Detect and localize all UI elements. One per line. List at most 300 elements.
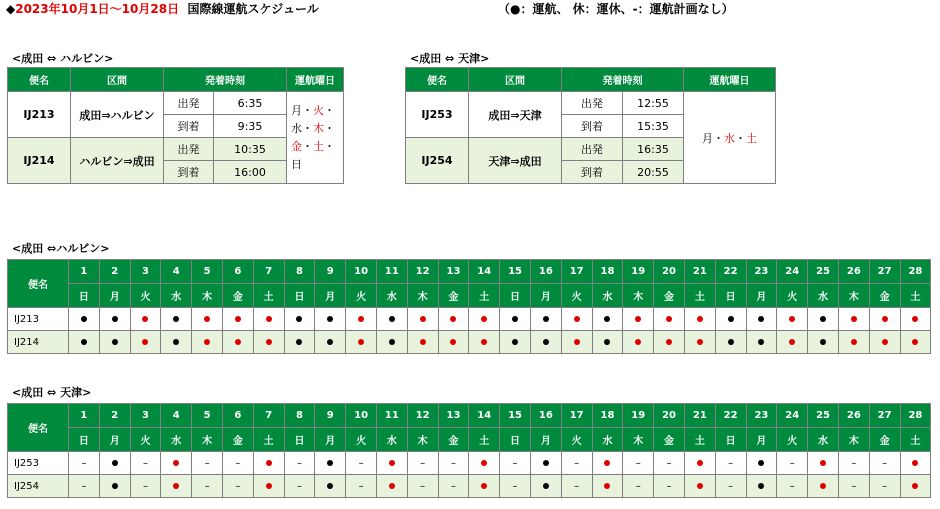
operating-dot-icon (543, 460, 549, 466)
no-plan-dash: – (358, 457, 364, 469)
status-cell (315, 331, 346, 354)
status-cell (561, 331, 592, 354)
weekday-header: 土 (684, 284, 715, 308)
status-cell (592, 308, 623, 331)
status-cell (469, 475, 500, 498)
weekday-header: 木 (838, 284, 869, 308)
flight-number: IJ254 (406, 138, 469, 184)
date-header: 15 (500, 260, 531, 284)
flight-route: 天津⇒成田 (469, 138, 562, 184)
weekday-header: 火 (346, 428, 377, 452)
operating-dot-red-icon (851, 339, 857, 345)
status-cell (130, 308, 161, 331)
operating-dot-red-icon (266, 339, 272, 345)
flight-number: IJ213 (8, 92, 71, 138)
operating-dot-red-icon (481, 339, 487, 345)
weekday-header: 月 (530, 284, 561, 308)
calendar-table-tianjin (7, 403, 931, 498)
arrival-label: 到着 (562, 161, 623, 184)
weekday-header: 月 (99, 284, 130, 308)
no-plan-dash: – (512, 457, 518, 469)
operating-dot-red-icon (389, 460, 395, 466)
operating-dot-icon (112, 339, 118, 345)
date-header: 1 (69, 260, 100, 284)
date-header: 6 (222, 404, 253, 428)
operating-dot-red-icon (912, 316, 918, 322)
arrival-label: 到着 (164, 115, 214, 138)
operating-dot-red-icon (235, 316, 241, 322)
status-cell (838, 475, 869, 498)
no-plan-dash: – (81, 480, 87, 492)
header-times: 発着時刻 (164, 68, 287, 92)
operating-dot-icon (758, 339, 764, 345)
operating-dot-icon (758, 483, 764, 489)
weekday-char: ・ (735, 131, 746, 145)
header-flight: 便名 (406, 68, 469, 92)
status-cell (438, 331, 469, 354)
status-cell (900, 308, 931, 331)
no-plan-dash: – (142, 480, 148, 492)
operating-dot-icon (327, 483, 333, 489)
operating-dot-red-icon (266, 316, 272, 322)
date-header: 14 (469, 260, 500, 284)
status-cell (808, 452, 839, 475)
operating-dot-icon (820, 339, 826, 345)
weekday-header: 日 (500, 284, 531, 308)
status-cell (654, 475, 685, 498)
weekday-header: 火 (130, 428, 161, 452)
operating-dot-red-icon (912, 339, 918, 345)
date-header: 16 (530, 260, 561, 284)
flight-number: IJ254 (8, 475, 69, 498)
weekday-header: 木 (192, 284, 223, 308)
arrival-time: 9:35 (214, 115, 287, 138)
status-cell (346, 452, 377, 475)
date-header: 7 (253, 404, 284, 428)
date-header: 3 (130, 404, 161, 428)
status-cell (746, 475, 777, 498)
departure-time: 16:35 (623, 138, 684, 161)
calendar-table-harbin (7, 259, 931, 354)
schedule-table-tianjin (405, 67, 776, 184)
operating-dot-red-icon (574, 316, 580, 322)
status-cell (222, 452, 253, 475)
operating-dot-icon (512, 316, 518, 322)
status-cell (838, 308, 869, 331)
operating-dot-red-icon (697, 339, 703, 345)
header-days: 運航曜日 (684, 68, 776, 92)
status-cell (684, 331, 715, 354)
operating-dot-red-icon (635, 316, 641, 322)
no-plan-dash: – (235, 457, 241, 469)
weekday-header: 土 (253, 428, 284, 452)
operating-dot-icon (81, 316, 87, 322)
status-cell (623, 475, 654, 498)
date-header: 21 (684, 260, 715, 284)
no-plan-dash: – (789, 480, 795, 492)
no-plan-dash: – (882, 480, 888, 492)
weekday-header: 月 (530, 428, 561, 452)
no-plan-dash: – (789, 457, 795, 469)
operating-dot-icon (112, 316, 118, 322)
no-plan-dash: – (142, 457, 148, 469)
weekday-header: 木 (407, 284, 438, 308)
flight-number: IJ253 (8, 452, 69, 475)
date-header: 1 (69, 404, 100, 428)
date-header: 12 (407, 260, 438, 284)
no-plan-dash: – (420, 457, 426, 469)
operating-dot-icon (296, 339, 302, 345)
operating-dot-icon (173, 316, 179, 322)
status-cell (69, 331, 100, 354)
status-cell (777, 308, 808, 331)
weekday-header: 土 (253, 284, 284, 308)
section-heading-tianjin: <成田 ⇔ 天津> (410, 52, 490, 65)
no-plan-dash: – (235, 480, 241, 492)
schedule-table-harbin (7, 67, 344, 184)
weekday-char: 木 (313, 121, 324, 135)
weekday-char: 水 (291, 121, 302, 135)
status-cell (253, 331, 284, 354)
status-cell (99, 331, 130, 354)
flight-number: IJ214 (8, 331, 69, 354)
status-cell (469, 452, 500, 475)
status-cell (654, 308, 685, 331)
date-header: 15 (500, 404, 531, 428)
weekday-header: 土 (469, 284, 500, 308)
weekday-header: 水 (376, 428, 407, 452)
date-header: 23 (746, 260, 777, 284)
title-text: 国際線運航スケジュール (187, 2, 319, 16)
operating-dot-red-icon (204, 339, 210, 345)
no-plan-dash: – (666, 480, 672, 492)
operating-dot-icon (543, 339, 549, 345)
operating-dot-icon (389, 339, 395, 345)
operating-dot-red-icon (142, 316, 148, 322)
page-title (6, 0, 319, 16)
weekday-char: 月 (702, 131, 713, 145)
no-plan-dash: – (882, 457, 888, 469)
flight-route: ハルビン⇒成田 (71, 138, 164, 184)
weekday-char: ・ (713, 131, 724, 145)
departure-time: 12:55 (623, 92, 684, 115)
status-cell (500, 475, 531, 498)
status-cell (69, 475, 100, 498)
section-heading-cal-tianjin: <成田 ⇔ 天津> (12, 386, 92, 399)
date-header: 2 (99, 260, 130, 284)
weekday-char: ・ (302, 103, 313, 117)
weekday-header: 火 (777, 284, 808, 308)
header-route: 区間 (469, 68, 562, 92)
weekday-header: 月 (315, 284, 346, 308)
departure-label: 出発 (164, 138, 214, 161)
date-header: 26 (838, 404, 869, 428)
weekday-header: 日 (69, 284, 100, 308)
operating-dot-red-icon (389, 483, 395, 489)
departure-time: 10:35 (214, 138, 287, 161)
status-cell (715, 475, 746, 498)
status-cell (808, 331, 839, 354)
no-plan-dash: – (420, 480, 426, 492)
weekday-header: 土 (900, 428, 931, 452)
header-flight: 便名 (8, 260, 69, 308)
operating-dot-red-icon (358, 339, 364, 345)
weekday-header: 金 (869, 428, 900, 452)
status-cell (346, 475, 377, 498)
no-plan-dash: – (635, 480, 641, 492)
operating-dot-icon (112, 483, 118, 489)
status-cell (684, 475, 715, 498)
status-cell (592, 475, 623, 498)
status-cell (284, 331, 315, 354)
status-cell (654, 452, 685, 475)
status-cell (592, 452, 623, 475)
weekday-header: 土 (684, 428, 715, 452)
operating-dot-icon (389, 316, 395, 322)
weekday-header: 水 (376, 284, 407, 308)
date-header: 10 (346, 260, 377, 284)
date-header: 13 (438, 404, 469, 428)
weekday-header: 金 (654, 284, 685, 308)
status-cell (192, 452, 223, 475)
date-header: 28 (900, 260, 931, 284)
weekday-header: 水 (161, 428, 192, 452)
operating-dot-icon (758, 316, 764, 322)
status-cell (684, 452, 715, 475)
status-cell (715, 331, 746, 354)
status-cell (284, 452, 315, 475)
departure-label: 出発 (562, 138, 623, 161)
weekday-header: 金 (222, 428, 253, 452)
flight-route: 成田⇒ハルビン (71, 92, 164, 138)
weekday-header: 火 (561, 284, 592, 308)
weekday-char: ・ (324, 121, 335, 135)
status-cell (469, 331, 500, 354)
date-header: 21 (684, 404, 715, 428)
arrival-label: 到着 (164, 161, 214, 184)
operating-dot-red-icon (789, 316, 795, 322)
status-cell (777, 475, 808, 498)
operating-dot-icon (604, 316, 610, 322)
header-flight: 便名 (8, 404, 69, 452)
weekday-header: 金 (654, 428, 685, 452)
weekday-header: 火 (561, 428, 592, 452)
status-cell (161, 331, 192, 354)
section-heading-harbin: <成田 ⇔ ハルビン> (12, 52, 114, 65)
operating-dot-red-icon (420, 316, 426, 322)
operating-dot-red-icon (204, 316, 210, 322)
no-plan-dash: – (296, 457, 302, 469)
weekday-char: ・ (324, 139, 335, 153)
table-row (8, 308, 931, 331)
operating-dot-icon (728, 316, 734, 322)
operating-dot-red-icon (912, 460, 918, 466)
status-cell (222, 308, 253, 331)
weekday-header: 水 (161, 284, 192, 308)
status-cell (99, 308, 130, 331)
date-header: 27 (869, 404, 900, 428)
status-cell (99, 475, 130, 498)
operating-days (684, 92, 776, 184)
flight-number: IJ214 (8, 138, 71, 184)
status-cell (315, 308, 346, 331)
status-cell (69, 308, 100, 331)
status-cell (407, 308, 438, 331)
date-header: 28 (900, 404, 931, 428)
status-cell (407, 475, 438, 498)
weekday-char: 金 (291, 139, 302, 153)
status-cell (161, 452, 192, 475)
status-cell (561, 308, 592, 331)
weekday-char: 水 (724, 131, 735, 145)
table-row (8, 475, 931, 498)
status-cell (130, 452, 161, 475)
status-cell (253, 475, 284, 498)
status-cell (530, 475, 561, 498)
date-header: 24 (777, 404, 808, 428)
operating-dot-red-icon (789, 339, 795, 345)
arrival-time: 20:55 (623, 161, 684, 184)
operating-dot-icon (728, 339, 734, 345)
operating-dot-red-icon (604, 460, 610, 466)
date-header: 23 (746, 404, 777, 428)
operating-dot-red-icon (358, 316, 364, 322)
weekday-header: 金 (869, 284, 900, 308)
no-plan-dash: – (574, 480, 580, 492)
operating-dot-red-icon (697, 316, 703, 322)
no-plan-dash: – (296, 480, 302, 492)
weekday-header: 水 (808, 284, 839, 308)
operating-dot-icon (327, 339, 333, 345)
operating-dot-red-icon (481, 460, 487, 466)
date-header: 18 (592, 404, 623, 428)
date-header: 18 (592, 260, 623, 284)
operating-dot-icon (820, 316, 826, 322)
weekday-header: 月 (746, 428, 777, 452)
status-cell (438, 475, 469, 498)
date-header: 22 (715, 260, 746, 284)
no-plan-dash: – (81, 457, 87, 469)
operating-days (287, 92, 344, 184)
status-cell (222, 475, 253, 498)
weekday-header: 日 (284, 284, 315, 308)
date-header: 4 (161, 260, 192, 284)
operating-dot-red-icon (481, 483, 487, 489)
operating-dot-red-icon (820, 460, 826, 466)
status-cell (746, 452, 777, 475)
status-cell (530, 331, 561, 354)
operating-dot-red-icon (481, 316, 487, 322)
status-cell (407, 452, 438, 475)
arrival-time: 16:00 (214, 161, 287, 184)
no-plan-dash: – (851, 457, 857, 469)
status-cell (746, 308, 777, 331)
status-cell (130, 331, 161, 354)
status-cell (746, 331, 777, 354)
departure-time: 6:35 (214, 92, 287, 115)
weekday-char: 火 (313, 103, 324, 117)
date-header: 5 (192, 260, 223, 284)
status-cell (900, 475, 931, 498)
arrival-time: 15:35 (623, 115, 684, 138)
status-cell (315, 475, 346, 498)
operating-dot-icon (543, 316, 549, 322)
operating-dot-red-icon (851, 316, 857, 322)
date-header: 19 (623, 404, 654, 428)
date-header: 24 (777, 260, 808, 284)
status-cell (253, 308, 284, 331)
status-cell (561, 475, 592, 498)
flight-number: IJ213 (8, 308, 69, 331)
weekday-header: 火 (130, 284, 161, 308)
weekday-header: 木 (623, 428, 654, 452)
operating-dot-icon (512, 339, 518, 345)
weekday-header: 月 (746, 284, 777, 308)
date-header: 8 (284, 260, 315, 284)
operating-dot-red-icon (666, 339, 672, 345)
status-cell (376, 331, 407, 354)
status-cell (808, 308, 839, 331)
no-plan-dash: – (358, 480, 364, 492)
status-cell (623, 452, 654, 475)
operating-dot-icon (173, 339, 179, 345)
status-cell (161, 475, 192, 498)
operating-dot-red-icon (635, 339, 641, 345)
status-cell (530, 308, 561, 331)
operating-dot-red-icon (882, 339, 888, 345)
date-header: 9 (315, 404, 346, 428)
status-cell (69, 452, 100, 475)
header-days: 運航曜日 (287, 68, 344, 92)
weekday-header: 月 (315, 428, 346, 452)
status-cell (99, 452, 130, 475)
status-cell (192, 308, 223, 331)
weekday-header: 水 (592, 428, 623, 452)
status-cell (192, 475, 223, 498)
no-plan-dash: – (450, 480, 456, 492)
date-header: 9 (315, 260, 346, 284)
operating-dot-icon (327, 460, 333, 466)
status-cell (376, 475, 407, 498)
date-header: 11 (376, 260, 407, 284)
flight-route: 成田⇒天津 (469, 92, 562, 138)
status-cell (530, 452, 561, 475)
status-cell (561, 452, 592, 475)
date-header: 20 (654, 260, 685, 284)
weekday-header: 金 (438, 284, 469, 308)
section-heading-cal-harbin: <成田 ⇔ハルビン> (12, 242, 110, 255)
no-plan-dash: – (204, 457, 210, 469)
weekday-char: 土 (746, 131, 757, 145)
weekday-header: 金 (438, 428, 469, 452)
operating-dot-red-icon (266, 483, 272, 489)
date-header: 6 (222, 260, 253, 284)
status-cell (808, 475, 839, 498)
date-header: 7 (253, 260, 284, 284)
weekday-header: 日 (715, 284, 746, 308)
status-cell (469, 308, 500, 331)
weekday-header: 火 (777, 428, 808, 452)
status-cell (777, 452, 808, 475)
table-row (8, 452, 931, 475)
header-route: 区間 (71, 68, 164, 92)
date-header: 20 (654, 404, 685, 428)
operating-dot-red-icon (666, 316, 672, 322)
operating-dot-icon (604, 339, 610, 345)
weekday-header: 土 (900, 284, 931, 308)
date-header: 17 (561, 404, 592, 428)
status-cell (438, 452, 469, 475)
